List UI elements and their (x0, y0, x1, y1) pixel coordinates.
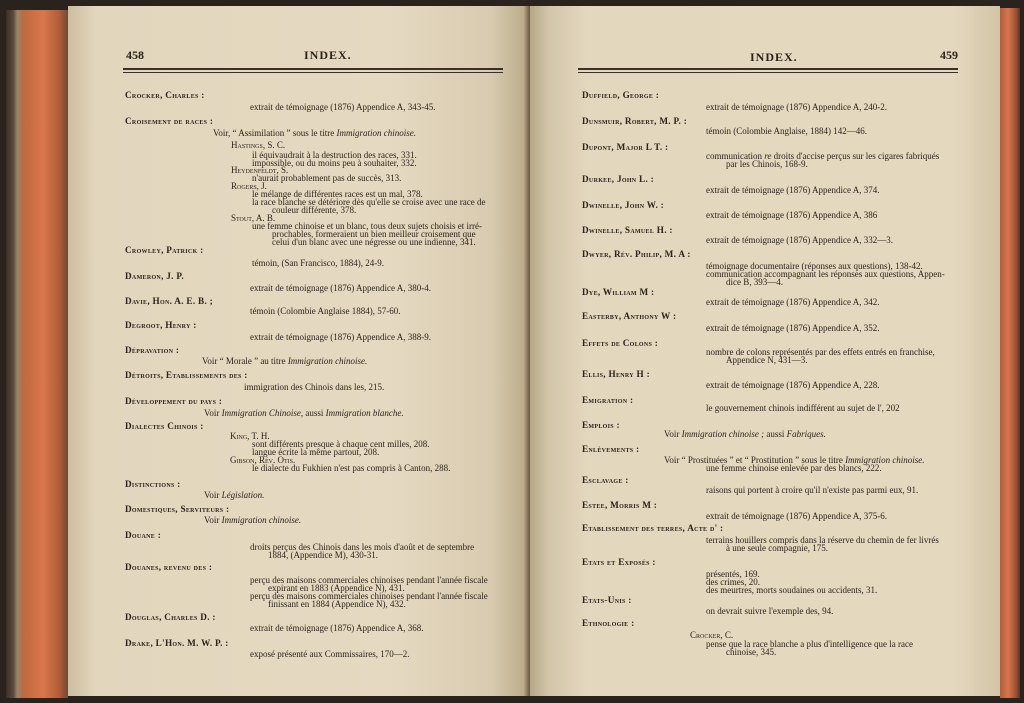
index-line: finissant en 1884 (Appendice N), 432. (268, 599, 406, 609)
index-headword: Estee, Morris M : (582, 500, 658, 510)
index-line: extrait de témoignage (1876) Appendice A, 228. (706, 380, 880, 390)
index-headword: Dépravation : (125, 345, 180, 355)
index-headword: Duffield, George : (582, 90, 660, 100)
index-headword: Esclavage : (582, 475, 629, 485)
index-line: couleur différente, 378. (272, 205, 357, 215)
index-headword: Emplois : (582, 420, 620, 430)
index-line: nombre de colons représentés par des effets entrés en franchise, (706, 347, 935, 357)
index-headword: Domestiques, Serviteurs : (125, 504, 230, 514)
index-line: extrait de témoignage (1876) Appendice A, 352. (706, 323, 880, 333)
index-line: extrait de témoignage (1876) Appendice A, 374. (706, 185, 880, 195)
index-headword: Douane : (125, 530, 162, 540)
index-headword: Dwyer, Rév. Philip, M. A : (582, 249, 691, 259)
index-line: une femme chinoise et un blanc, tous deux sujets choisis et irré- (252, 221, 482, 231)
index-headword: Détroits, Etablissements des : (125, 370, 248, 380)
index-headword: Crowley, Patrick : (125, 245, 204, 255)
index-line: le gouvernement chinois indifférent au sujet de l', 202 (706, 403, 900, 413)
right-page-edges (1000, 8, 1020, 698)
index-headword: Dialectes Chinois : (125, 421, 204, 431)
index-line: on devrait suivre l'exemple des, 94. (706, 606, 834, 616)
index-line: extrait de témoignage (1876) Appendice A, 380-4. (250, 283, 431, 293)
index-line: extrait de témoignage (1876) Appendice A, 388-9. (250, 332, 431, 342)
index-line: le dialecte du Fukhien n'est pas compris à Canton, 288. (252, 463, 451, 473)
index-line: communication re droits d'accise perçus sur les cigares fabriqués (706, 151, 940, 161)
index-headword: Dupont, Major L T. : (582, 142, 669, 152)
index-line: sont différents presque à chaque cent milles, 208. (252, 439, 430, 449)
index-line: présentés, 169. (706, 569, 760, 579)
index-line: pense que la race blanche a plus d'intelligence que la race (706, 639, 914, 649)
index-headword: Dwinelle, Samuel H. : (582, 225, 673, 235)
index-line: Appendice N, 431—3. (726, 355, 808, 365)
header-rule (123, 72, 503, 73)
index-headword: Douglas, Charles D. : (125, 612, 216, 622)
index-line: Voir, “ Assimilation ” sous le titre Immigration chinoise. (213, 128, 416, 138)
index-line: des meurtres, morts soudaines ou accidents, 31. (706, 585, 878, 595)
index-line: extrait de témoignage (1876) Appendice A, 375-6. (706, 511, 887, 521)
index-subhead: Hastings, S. C. (231, 140, 286, 150)
index-headword: Douanes, revenu des : (125, 562, 213, 572)
index-headword: Ellis, Henry H : (582, 369, 650, 379)
index-line: raisons qui portent à croire qu'il n'existe pas parmi eux, 91. (706, 485, 919, 495)
index-line: une femme chinoise enlevée par des blancs, 222. (706, 463, 882, 473)
index-line: dice B, 393—4. (726, 277, 783, 287)
index-line: Voir Législation. (204, 490, 265, 500)
page-number: 459 (940, 48, 958, 62)
index-headword: Etats et Exposés : (582, 557, 656, 567)
index-headword: Croisement de races : (125, 116, 214, 126)
index-headword: Etablissement des terres, Acte d' : (582, 523, 724, 533)
index-line: terrains houillers compris dans la réserve du chemin de fer livrés (706, 535, 939, 545)
index-line: prochables, formeraient un bien meilleur croisement que (272, 229, 476, 239)
right-page (530, 6, 1000, 696)
index-headword: Emigration : (582, 395, 634, 405)
index-line: témoignage documentaire (réponses aux questions), 138-42. (706, 261, 923, 271)
page-number: 458 (126, 48, 144, 62)
index-headword: Drake, L'Hon. M. W. P. : (125, 638, 229, 648)
index-line: n'aurait probablement pas de succès, 313. (252, 173, 402, 183)
page-header: INDEX. (304, 48, 352, 62)
index-line: Voir “ Morale ” au titre Immigration chinoise. (202, 356, 368, 366)
index-line: expirant en 1883 (Appendice N), 431. (268, 583, 405, 593)
index-line: il équivaudrait à la destruction des races, 331. (252, 150, 417, 160)
index-line: perçu des maisons commerciales chinoises pendant l'année fiscale (250, 591, 488, 601)
header-rule (578, 68, 958, 70)
index-line: le mélange de différentes races est un mal, 378. (252, 189, 423, 199)
page-header: INDEX. (750, 50, 798, 64)
index-line: par les Chinois, 168-9. (726, 159, 808, 169)
index-headword: Crocker, Charles : (125, 90, 205, 100)
index-subhead: Stout, A. B. (231, 213, 276, 223)
index-line: celui d'un blanc avec une négresse ou une indienne, 341. (272, 237, 476, 247)
index-headword: Dwinelle, John W. : (582, 200, 664, 210)
index-line: témoin (Colombie Anglaise 1884), 57-60. (250, 306, 401, 316)
index-line: Voir Immigration chinoise ; aussi Fabriques. (664, 429, 826, 439)
index-line: 1884, (Appendice M), 430-31. (268, 550, 378, 560)
index-line: extrait de témoignage (1876) Appendice A, 332—3. (706, 235, 893, 245)
index-headword: Développement du pays : (125, 396, 223, 406)
left-page-edges (6, 10, 68, 698)
index-line: témoin, (San Francisco, 1884), 24-9. (252, 258, 384, 268)
index-line: à une seule compagnie, 175. (726, 543, 828, 553)
index-headword: Easterby, Anthony W : (582, 311, 677, 321)
index-line: extrait de témoignage (1876) Appendice A, 240-2. (706, 102, 887, 112)
index-line: communication accompagnant les réponses aux questions, Appen- (706, 269, 945, 279)
index-headword: Degroot, Henry : (125, 320, 197, 330)
index-subhead: Gibson, Rév. Otis. (230, 455, 296, 465)
index-headword: Distinctions : (125, 479, 181, 489)
index-line: chinoise, 345. (726, 647, 777, 657)
header-rule (578, 72, 958, 73)
index-headword: Enlèvements : (582, 444, 640, 454)
index-line: la race blanche se détériore dès qu'elle se croise avec une race de (252, 197, 486, 207)
left-page (68, 6, 528, 696)
index-line: immigration des Chinois dans les, 215. (244, 382, 385, 392)
index-line: Voir Immigration Chinoise, aussi Immigration blanche. (204, 408, 404, 418)
index-headword: Dunsmuir, Robert, M. P. : (582, 116, 688, 126)
index-line: perçu des maisons commerciales chinoises pendant l'année fiscale (250, 575, 488, 585)
index-subhead: Rogers, J. (231, 181, 267, 191)
index-headword: Dameron, J. P. (125, 271, 185, 281)
index-subhead: Crocker, C. (690, 630, 734, 640)
index-line: exposé présenté aux Commissaires, 170—2. (250, 649, 410, 659)
index-line: Voir Immigration chinoise. (204, 515, 302, 525)
index-subhead: King, T. H. (230, 431, 270, 441)
index-headword: Dye, William M : (582, 287, 655, 297)
index-line: extrait de témoignage (1876) Appendice A, 342. (706, 297, 880, 307)
index-headword: Effets de Colons : (582, 338, 659, 348)
index-line: langue écrite la même partout, 208. (252, 447, 380, 457)
index-line: témoin (Colombie Anglaise, 1884) 142—46. (706, 126, 867, 136)
index-line: droits perçus des Chinois dans les mois d'août et de septembre (250, 542, 475, 552)
index-headword: Etats-Unis : (582, 595, 632, 605)
index-line: extrait de témoignage (1876) Appendice A, 386 (706, 210, 878, 220)
index-headword: Ethnologie : (582, 618, 635, 628)
header-rule (123, 68, 503, 70)
index-line: extrait de témoignage (1876) Appendice A, 343-45. (250, 102, 436, 112)
index-line: impossible, ou du moins peu à souhaiter, 332. (252, 158, 417, 168)
index-line: des crimes, 20. (706, 577, 760, 587)
index-line: extrait de témoignage (1876) Appendice A, 368. (250, 623, 424, 633)
index-headword: Davie, Hon. A. E. B. ; (125, 296, 214, 306)
index-line: Voir “ Prostituées ” et “ Prostitution ” sous le titre Immigration chinoise. (664, 455, 925, 465)
index-headword: Durkee, John L. : (582, 174, 655, 184)
index-subhead: Heydenfeldt, S. (231, 165, 289, 175)
